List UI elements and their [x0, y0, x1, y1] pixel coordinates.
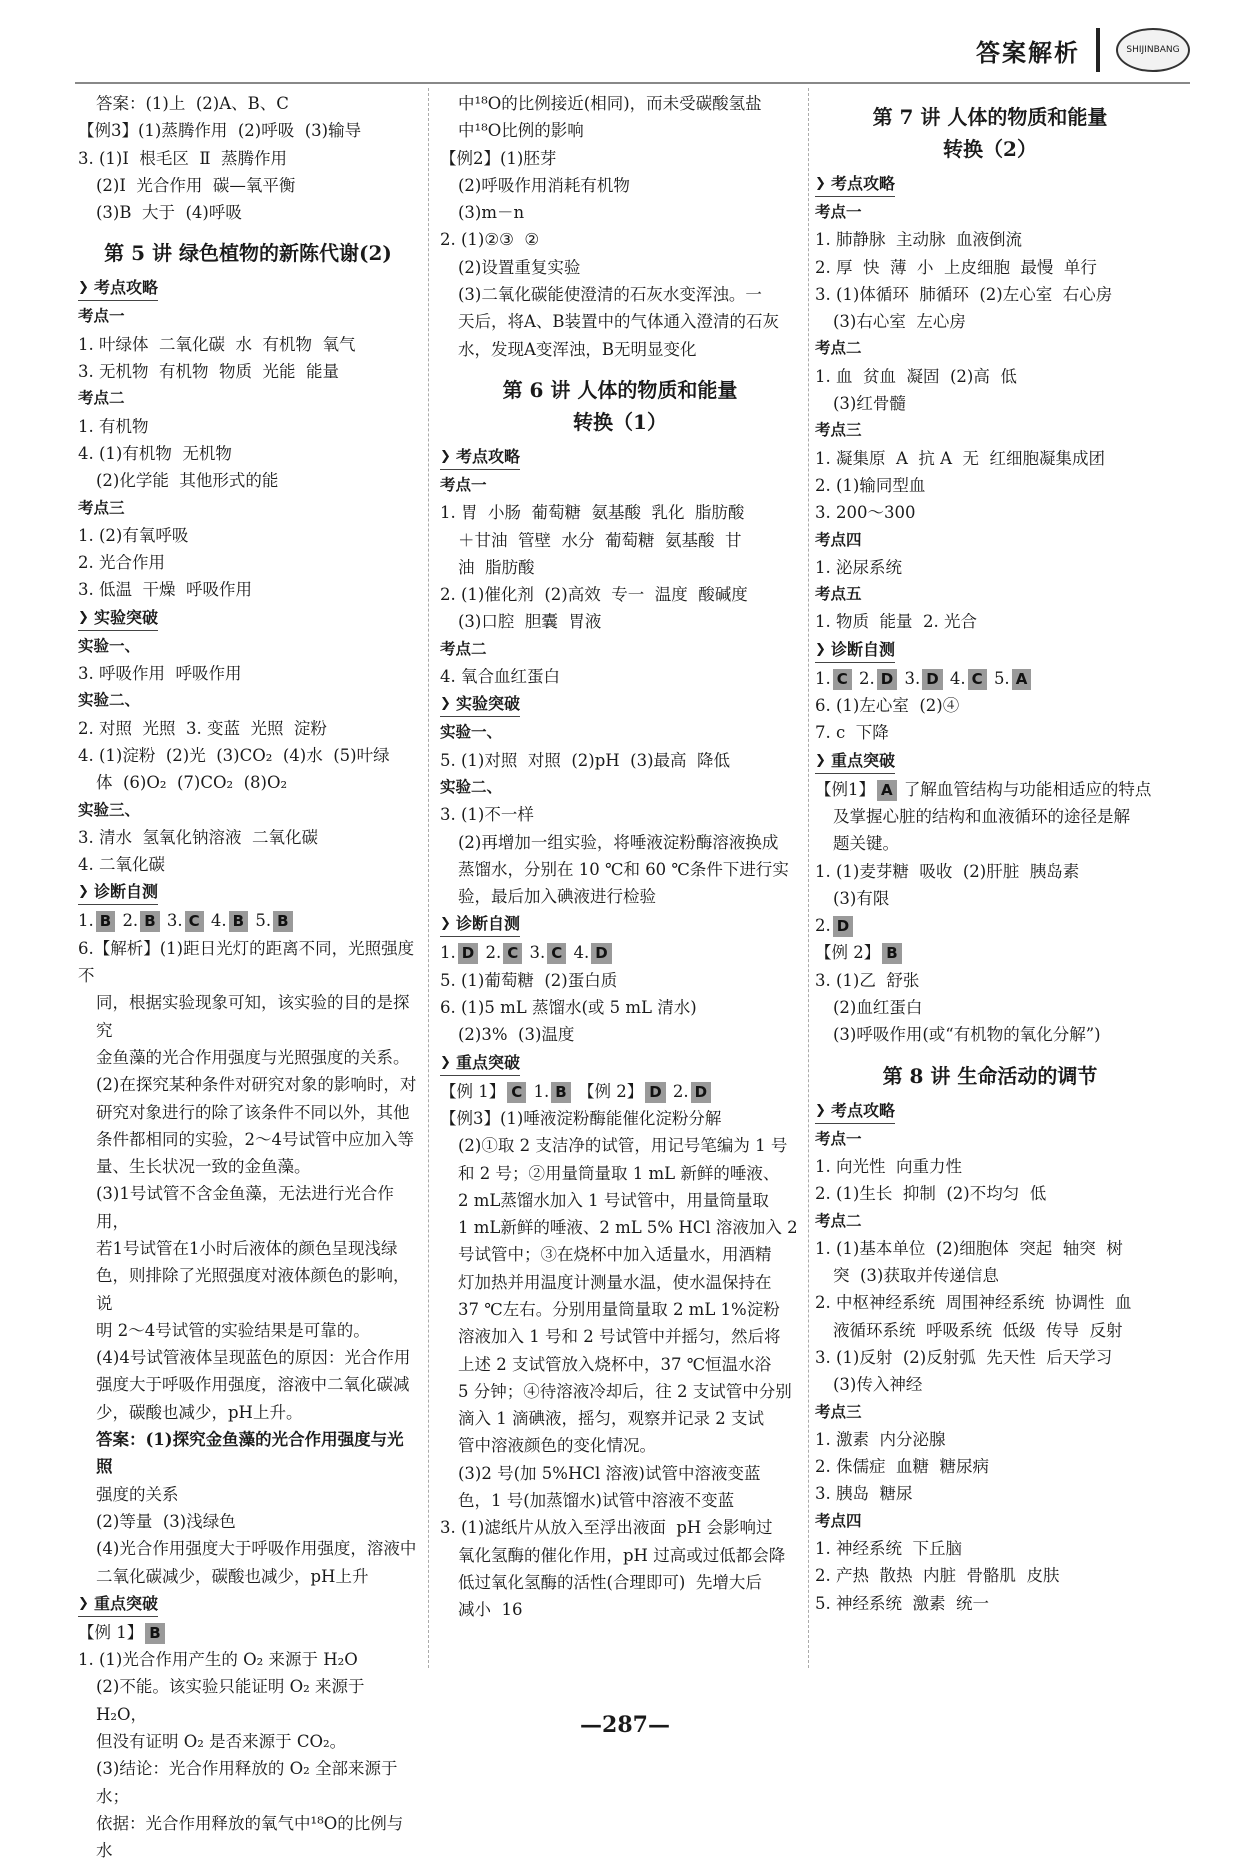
subsection-label: 考点三	[815, 421, 862, 440]
answer-line: 答案：(1)上 (2)A、B、C	[96, 94, 289, 113]
section-heading-row	[440, 443, 800, 472]
answer-line: 4. 氧合血红蛋白	[440, 667, 560, 687]
answer-line: 若1号试管在1小时后液体的颜色呈现浅绿	[96, 1238, 398, 1258]
subsection-label: 考点四	[815, 530, 862, 549]
answer-line: 1. 血 贫血 凝固 (2)高 低	[815, 366, 1017, 386]
subsection-label: 实验二、	[440, 777, 503, 796]
answer-number: 1.	[440, 943, 456, 963]
answer-row	[78, 907, 418, 934]
answer-number: 【例 1】	[78, 1622, 144, 1642]
answer-line: (2)等量 (3)浅绿色	[96, 1511, 236, 1531]
section-heading-row	[78, 878, 418, 907]
answer-number: 4.	[210, 911, 227, 931]
answer-line: 1. 肺静脉 主动脉 血液倒流	[815, 230, 1022, 250]
answer-row	[440, 939, 800, 966]
answer-line: 答案：(1)探究金鱼藻的光合作用强度与光照	[96, 1430, 404, 1477]
page-number: —287—	[580, 1712, 670, 1738]
answer-row	[815, 665, 1165, 692]
answer-line: 1. (2)有氧呼吸	[78, 525, 189, 545]
answer-number: 3.	[904, 668, 921, 688]
answer-number: 5.	[993, 668, 1010, 688]
answer-line: (4)光合作用强度大于呼吸作用强度，溶液中	[96, 1539, 417, 1559]
answer-line: 依据：光合作用释放的氧气中¹⁸O的比例与水	[96, 1813, 404, 1861]
answer-line: (2)3% (3)温度	[458, 1025, 575, 1045]
answer-number: 5.	[255, 911, 272, 931]
answer-line: 1. 凝集原 A 抗 A 无 红细胞凝集成团	[815, 448, 1106, 468]
answer-choice-box: C	[507, 1082, 526, 1103]
answer-choice-box: D	[922, 669, 942, 690]
column-left	[78, 90, 418, 1865]
answer-line: 2. (1)催化剂 (2)高效 专一 温度 酸碱度	[440, 585, 748, 605]
answer-number: 【例 2】	[577, 1081, 644, 1101]
answer-choice-box: B	[551, 1082, 570, 1103]
answer-number: 2.	[859, 668, 875, 688]
section-heading-row	[815, 170, 1165, 199]
answer-line: 体 (6)O₂ (7)CO₂ (8)O₂	[96, 773, 288, 793]
section-heading-row	[78, 604, 418, 633]
answer-line: 1 mL新鲜的唾液、2 mL 5% HCl 溶液加入 2	[458, 1218, 798, 1238]
page-header	[976, 20, 1190, 80]
answer-line: 2. 中枢神经系统 周围神经系统 协调性 血	[815, 1293, 1132, 1313]
answer-line: (3)口腔 胆囊 胃液	[458, 612, 602, 632]
answer-line: (3)右心室 左心房	[833, 312, 966, 332]
section-heading: ❯ 诊断自测	[78, 880, 158, 905]
column-right	[815, 90, 1165, 1617]
answer-line: 3. (1)体循环 肺循环 (2)左心室 右心房	[815, 284, 1113, 304]
answer-line: 【例3】(1)唾液淀粉酶能催化淀粉分解	[440, 1108, 722, 1128]
answer-line: 3. (1)Ⅰ 根毛区 Ⅱ 蒸腾作用	[78, 148, 288, 168]
answer-choice-box: B	[96, 911, 115, 932]
answer-line: 2. 对照 光照 3. 变蓝 光照 淀粉	[78, 718, 327, 738]
answer-row	[78, 1619, 418, 1646]
answer-line: 中¹⁸O比例的影响	[458, 121, 584, 141]
answer-line: 3. (1)乙 舒张	[815, 970, 920, 990]
answer-line: 3. 清水 氢氧化钠溶液 二氧化碳	[78, 827, 318, 847]
column-middle	[440, 90, 800, 1624]
answer-line: 强度的关系	[96, 1484, 179, 1504]
section-heading: ❯ 诊断自测	[815, 638, 895, 663]
answer-line: (3)传入神经	[833, 1375, 923, 1395]
answer-line: (4)4号试管液体呈现蓝色的原因：光合作用	[96, 1348, 411, 1368]
section-heading-row	[440, 910, 800, 939]
answer-number: 【例 2】	[815, 943, 881, 963]
answer-line: 3. 200～300	[815, 503, 916, 523]
answer-line: 3. 无机物 有机物 物质 光能 能量	[78, 362, 339, 382]
subsection-label: 考点三	[815, 1402, 862, 1421]
section-heading: ❯ 实验突破	[440, 692, 520, 717]
lecture-title: 转换（2）	[943, 137, 1037, 161]
answer-line: 溶液加入 1 号和 2 号试管中并摇匀，然后将	[458, 1327, 781, 1347]
answer-line: 验，最后加入碘液进行检验	[458, 887, 656, 907]
answer-line: 条件都相同的实验，2～4号试管中应加入等	[96, 1129, 414, 1149]
answer-line: 4. 二氧化碳	[78, 855, 165, 875]
answer-number: 2.	[485, 943, 502, 963]
answer-line: 突 (3)获取并传递信息	[833, 1266, 999, 1286]
answer-line: 低过氧化氢酶的活性(合理即可) 先增大后	[458, 1572, 762, 1592]
answer-choice-box: D	[458, 943, 478, 964]
answer-line: 4. (1)淀粉 (2)光 (3)CO₂ (4)水 (5)叶绿	[78, 745, 390, 765]
answer-line: (2)在探究某种条件对研究对象的影响时，对	[96, 1075, 417, 1095]
answer-line: (3)红骨髓	[833, 394, 906, 414]
answer-line: 1. 神经系统 下丘脑	[815, 1539, 962, 1559]
subsection-label: 考点一	[78, 307, 125, 326]
answer-line: 明 2～4号试管的实验结果是可靠的。	[96, 1320, 370, 1340]
answer-number: 3.	[529, 943, 546, 963]
answer-choice-box: D	[591, 943, 611, 964]
answer-row	[815, 912, 1165, 939]
answer-line: 1. (1)光合作用产生的 O₂ 来源于 H₂O	[78, 1650, 358, 1670]
section-heading: ❯ 考点攻略	[815, 172, 895, 197]
answer-line: (2)不能。该实验只能证明 O₂ 来源于 H₂O，	[96, 1677, 370, 1724]
answer-line: 蒸馏水，分别在 10 ℃和 60 ℃条件下进行实	[458, 859, 789, 879]
logo	[1116, 28, 1190, 72]
answer-line: 中¹⁸O的比例接近(相同)，而未受碳酸氢盐	[458, 94, 762, 113]
answer-line: 强度大于呼吸作用强度，溶液中二氧化碳减	[96, 1375, 410, 1395]
section-heading: ❯ 实验突破	[78, 606, 158, 631]
answer-line: 1. 激素 内分泌腺	[815, 1429, 946, 1449]
answer-line: 1. 向光性 向重力性	[815, 1156, 962, 1176]
subsection-label: 考点三	[78, 498, 125, 517]
answer-number: 1.	[815, 668, 831, 688]
subsection-label: 考点二	[78, 389, 125, 408]
section-heading: ❯ 重点突破	[78, 1592, 158, 1617]
answer-number: 4.	[949, 668, 966, 688]
section-heading-row	[78, 1590, 418, 1619]
answer-line: 7. c 下降	[815, 723, 889, 743]
subsection-label: 考点四	[815, 1511, 862, 1530]
answer-line: 2. 厚 快 薄 小 上皮细胞 最慢 单行	[815, 257, 1097, 277]
answer-line: 2. 光合作用	[78, 553, 165, 573]
answer-choice-box: B	[273, 911, 292, 932]
lecture-title: 第 6 讲 人体的物质和能量	[502, 377, 738, 402]
answer-choice-box: A	[1012, 669, 1032, 690]
answer-line: (3)二氧化碳能使澄清的石灰水变浑浊。一	[458, 285, 762, 305]
answer-choice-box: D	[645, 1082, 665, 1103]
answer-line: 1. 有机物	[78, 416, 149, 436]
answer-line: 3. (1)不一样	[440, 805, 534, 825]
answer-line: 1. 物质 能量 2. 光合	[815, 612, 977, 632]
answer-line: (2)化学能 其他形式的能	[96, 471, 279, 491]
answer-line: 5. (1)葡萄糖 (2)蛋白质	[440, 970, 618, 990]
answer-line: (3)m－n	[458, 203, 525, 223]
answer-line: 少，碳酸也减少，pH上升。	[96, 1402, 303, 1422]
answer-line: 氧化氢酶的催化作用，pH 过高或过低都会降	[458, 1545, 786, 1565]
answer-line: 色，则排除了光照强度对液体颜色的影响，说	[96, 1266, 410, 1313]
answer-line: (3)1号试管不含金鱼藻，无法进行光合作用，	[96, 1184, 394, 1231]
answer-line: 研究对象进行的除了该条件不同以外，其他	[96, 1102, 410, 1122]
section-heading: ❯ 重点突破	[440, 1051, 520, 1076]
answer-line: 6. (1)左心室 (2)④	[815, 696, 960, 716]
subsection-label: 考点五	[815, 585, 862, 604]
answer-line: 3. 胰岛 糖尿	[815, 1484, 913, 1504]
answer-line: 色，1 号(加蒸馏水)试管中溶液不变蓝	[458, 1491, 735, 1511]
answer-line: 2 mL蒸馏水加入 1 号试管中，用量筒量取	[458, 1190, 769, 1210]
answer-line: 二氧化碳减少，碳酸也减少，pH上升	[96, 1566, 369, 1586]
answer-line: (2)血红蛋白	[833, 998, 923, 1018]
section-heading-row	[815, 747, 1165, 776]
answer-line: 1. (1)麦芽糖 吸收 (2)肝脏 胰岛素	[815, 861, 1080, 881]
section-heading: ❯ 诊断自测	[440, 912, 520, 937]
answer-line: 油 脂肪酸	[458, 557, 535, 577]
subsection-label: 实验一、	[78, 636, 141, 655]
subsection-label: 实验二、	[78, 691, 141, 710]
answer-line: 天后，将A、B装置中的气体通入澄清的石灰	[458, 312, 780, 332]
answer-number: 3.	[166, 911, 183, 931]
answer-line: (3)B 大于 (4)呼吸	[96, 203, 242, 223]
answer-line: 1. 泌尿系统	[815, 557, 902, 577]
answer-row	[815, 776, 1165, 803]
section-heading-row	[78, 274, 418, 303]
answer-line: 及掌握心脏的结构和血液循环的途径是解	[833, 806, 1130, 826]
section-heading-row	[440, 690, 800, 719]
answer-line: 水，发现A变浑浊，B无明显变化	[458, 339, 697, 359]
answer-line: 5. (1)对照 对照 (2)pH (3)最高 降低	[440, 750, 731, 770]
answer-line: 5 分钟；④待溶液冷却后，往 2 支试管中分别	[458, 1381, 792, 1401]
answer-line: 4. (1)有机物 无机物	[78, 443, 232, 463]
section-heading-row	[815, 1097, 1165, 1126]
subsection-label: 考点一	[440, 475, 487, 494]
answer-number: 【例 1】	[440, 1081, 506, 1101]
answer-choice-box: A	[877, 780, 897, 801]
answer-line: 但没有证明 O₂ 是否来源于 CO₂。	[96, 1732, 347, 1752]
lecture-title: 第 7 讲 人体的物质和能量	[872, 105, 1108, 129]
answer-line: (2)Ⅰ 光合作用 碳—氧平衡	[96, 175, 296, 195]
answer-line: 液循环系统 呼吸系统 低级 传导 反射	[833, 1320, 1123, 1340]
answer-line: 3. 呼吸作用 呼吸作用	[78, 664, 242, 684]
section-heading: ❯ 考点攻略	[440, 445, 520, 470]
answer-line: 2. 侏儒症 血糖 糖尿病	[815, 1457, 989, 1477]
answer-line: 金鱼藻的光合作用强度与光照强度的关系。	[96, 1047, 410, 1067]
subsection-label: 实验三、	[78, 800, 141, 819]
answer-line: 题关键。	[833, 834, 899, 854]
answer-line: 2. (1)生长 抑制 (2)不均匀 低	[815, 1184, 1047, 1204]
subsection-label: 考点一	[815, 203, 862, 221]
answer-line: 6.【解析】(1)距日光灯的距离不同，光照强度不	[78, 938, 415, 986]
answer-line: (3)有限	[833, 888, 890, 908]
answer-line: 3. 低温 干燥 呼吸作用	[78, 580, 252, 600]
lecture-title: 第 5 讲 绿色植物的新陈代谢(2)	[104, 241, 392, 266]
header-rule	[75, 82, 1190, 84]
answer-number: 4.	[573, 943, 590, 963]
answer-choice-box: B	[140, 911, 159, 932]
answer-line: 3. (1)滤纸片从放入至浮出液面 pH 会影响过	[440, 1518, 773, 1538]
section-heading: ❯ 重点突破	[815, 749, 895, 774]
answer-choice-box: C	[968, 669, 987, 690]
answer-choice-box: C	[185, 911, 204, 932]
answer-line: ＋甘油 管壁 水分 葡萄糖 氨基酸 甘	[458, 530, 742, 550]
answer-row	[440, 1078, 800, 1105]
subsection-label: 考点二	[815, 1211, 862, 1230]
answer-choice-box: C	[503, 943, 522, 964]
subsection-label: 考点二	[815, 339, 862, 358]
answer-choice-box: D	[691, 1082, 711, 1103]
answer-line: 减小 16	[458, 1600, 523, 1620]
answer-line: (2)再增加一组实验，将唾液淀粉酶溶液换成	[458, 832, 779, 852]
answer-line: 滴入 1 滴碘液，摇匀，观察并记录 2 支试	[458, 1409, 764, 1429]
answer-choice-box: D	[833, 916, 853, 937]
subsection-label: 考点二	[440, 639, 487, 658]
answer-line: (2)设置重复实验	[458, 257, 581, 277]
answer-choice-box: D	[877, 669, 897, 690]
answer-line: 2. (1)②③ ②	[440, 230, 540, 250]
answer-number: 【例1】	[815, 779, 875, 799]
answer-line: 【例3】(1)蒸腾作用 (2)呼吸 (3)输导	[78, 121, 362, 141]
answer-line: (3)呼吸作用(或“有机物的氧化分解”)	[833, 1025, 1101, 1045]
answer-choice-box: C	[833, 669, 852, 690]
answer-line: 量、生长状况一致的金鱼藻。	[96, 1157, 311, 1177]
header-divider	[1096, 28, 1100, 72]
answer-number: 1.	[533, 1081, 550, 1101]
subsection-label: 考点一	[815, 1129, 862, 1148]
answer-line: 1. 胃 小肠 葡萄糖 氨基酸 乳化 脂肪酸	[440, 503, 745, 523]
answer-number: 2.	[815, 916, 831, 936]
column-divider	[808, 88, 809, 1668]
header-title: 答案解析	[976, 38, 1080, 67]
answer-line: 同，根据实验现象可知，该实验的目的是探究	[96, 993, 410, 1040]
answer-choice-box: B	[882, 943, 901, 964]
answer-line: 1. 叶绿体 二氧化碳 水 有机物 氧气	[78, 334, 356, 354]
answer-line: (2)①取 2 支洁净的试管，用记号笔编为 1 号	[458, 1136, 788, 1156]
answer-line: (3)2 号(加 5%HCl 溶液)试管中溶液变蓝	[458, 1463, 761, 1483]
section-heading-row	[440, 1049, 800, 1078]
answer-line: 号试管中；③在烧杯中加入适量水，用酒精	[458, 1245, 772, 1265]
answer-line: 和 2 号；②用量筒量取 1 mL 新鲜的唾液、	[458, 1163, 780, 1183]
section-heading-row	[815, 636, 1165, 665]
answer-line: 6. (1)5 mL 蒸馏水(或 5 mL 清水)	[440, 998, 697, 1018]
subsection-label: 实验一、	[440, 723, 503, 742]
answer-choice-box: B	[229, 911, 248, 932]
answer-explanation: 了解血管结构与功能相适应的特点	[903, 779, 1152, 799]
answer-line: 2. (1)输同型血	[815, 475, 926, 495]
answer-line: 5. 神经系统 激素 统一	[815, 1593, 989, 1613]
answer-row	[815, 939, 1165, 966]
answer-number: 1.	[78, 911, 94, 931]
answer-number: 2.	[122, 911, 139, 931]
logo-text: SHIJINBANG	[1126, 45, 1180, 55]
answer-line: 3. (1)反射 (2)反射弧 先天性 后天学习	[815, 1347, 1113, 1367]
answer-choice-box: C	[547, 943, 566, 964]
answer-line: 1. (1)基本单位 (2)细胞体 突起 轴突 树	[815, 1238, 1123, 1258]
answer-number: 2.	[672, 1081, 689, 1101]
answer-line: 上述 2 支试管放入烧杯中，37 ℃恒温水浴	[458, 1354, 772, 1374]
answer-line: (3)结论：光合作用释放的 O₂ 全部来源于水；	[96, 1759, 398, 1806]
section-heading: ❯ 考点攻略	[815, 1099, 895, 1124]
answer-line: (2)呼吸作用消耗有机物	[458, 175, 630, 195]
column-divider	[428, 88, 429, 1668]
answer-choice-box: B	[145, 1623, 164, 1644]
answer-line: 2. 产热 散热 内脏 骨骼肌 皮肤	[815, 1566, 1060, 1586]
section-heading: ❯ 考点攻略	[78, 276, 158, 301]
answer-line: 【例2】(1)胚芽	[440, 148, 557, 168]
answer-line: 灯加热并用温度计测量水温，使水温保持在	[458, 1272, 772, 1292]
answer-line: 管中溶液颜色的变化情况。	[458, 1436, 656, 1456]
answer-line: 37 ℃左右。分别用量筒量取 2 mL 1%淀粉	[458, 1299, 780, 1319]
lecture-title: 转换（1）	[573, 409, 667, 434]
lecture-title: 第 8 讲 生命活动的调节	[882, 1063, 1098, 1088]
